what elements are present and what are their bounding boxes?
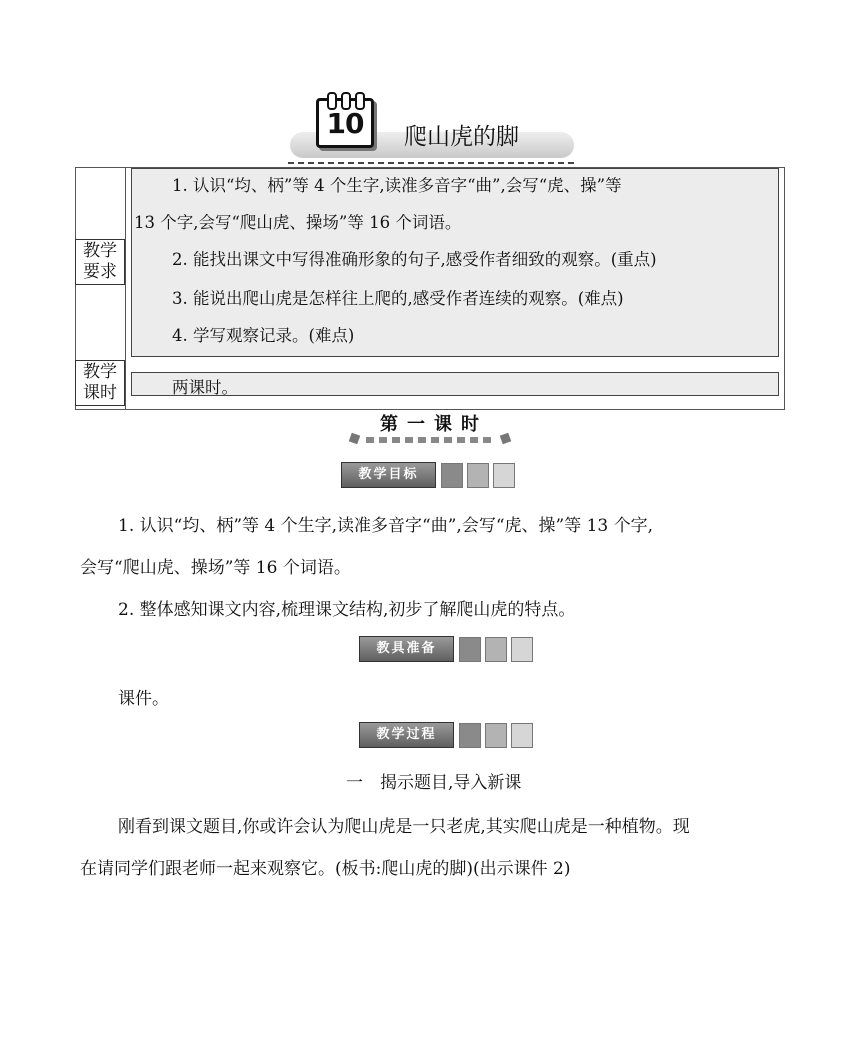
objective-1-cont: 会写“爬山虎、操场”等 16 个词语。 — [80, 558, 351, 578]
requirements-label: 教学要求 — [75, 239, 125, 285]
hours-value: 两课时。 — [172, 378, 238, 397]
tools-text: 课件。 — [118, 689, 169, 709]
process-heading-label: 教学过程 — [359, 722, 454, 748]
requirement-line-1-cont: 13 个字,会写“爬山虎、操场”等 16 个词语。 — [134, 213, 462, 232]
requirement-line-1: 1. 认识“均、柄”等 4 个生字,读准多音字“曲”,会写“虎、操”等 — [172, 176, 622, 195]
process-paragraph-line-2: 在请同学们跟老师一起来观察它。(板书:爬山虎的脚)(出示课件 2) — [80, 859, 571, 879]
lesson-number: 10 — [326, 107, 364, 140]
process-step-title: 一 揭示题目,导入新课 — [346, 773, 522, 793]
lesson-title: 爬山虎的脚 — [404, 124, 519, 150]
section-title-decoration — [348, 434, 512, 448]
requirement-line-2: 2. 能找出课文中写得准确形象的句子,感受作者细致的观察。(重点) — [172, 250, 657, 269]
objective-2: 2. 整体感知课文内容,梳理课文结构,初步了解爬山虎的特点。 — [118, 600, 576, 620]
objective-1: 1. 认识“均、柄”等 4 个生字,读准多音字“曲”,会写“虎、操”等 13 个字, — [118, 516, 654, 536]
requirement-line-4: 4. 学写观察记录。(难点) — [172, 326, 355, 345]
section-title: 第一课时 — [380, 414, 488, 435]
tools-heading-label: 教具准备 — [359, 636, 454, 662]
banner-dashed-rule — [288, 162, 574, 164]
calendar-icon — [316, 98, 374, 148]
requirement-line-3: 3. 能说出爬山虎是怎样往上爬的,感受作者连续的观察。(难点) — [172, 289, 624, 308]
process-paragraph-line-1: 刚看到课文题目,你或许会认为爬山虎是一只老虎,其实爬山虎是一种植物。现 — [118, 817, 690, 837]
objectives-heading-label: 教学目标 — [341, 462, 436, 488]
hours-label: 教学课时 — [75, 360, 125, 406]
lesson-banner — [284, 88, 574, 168]
